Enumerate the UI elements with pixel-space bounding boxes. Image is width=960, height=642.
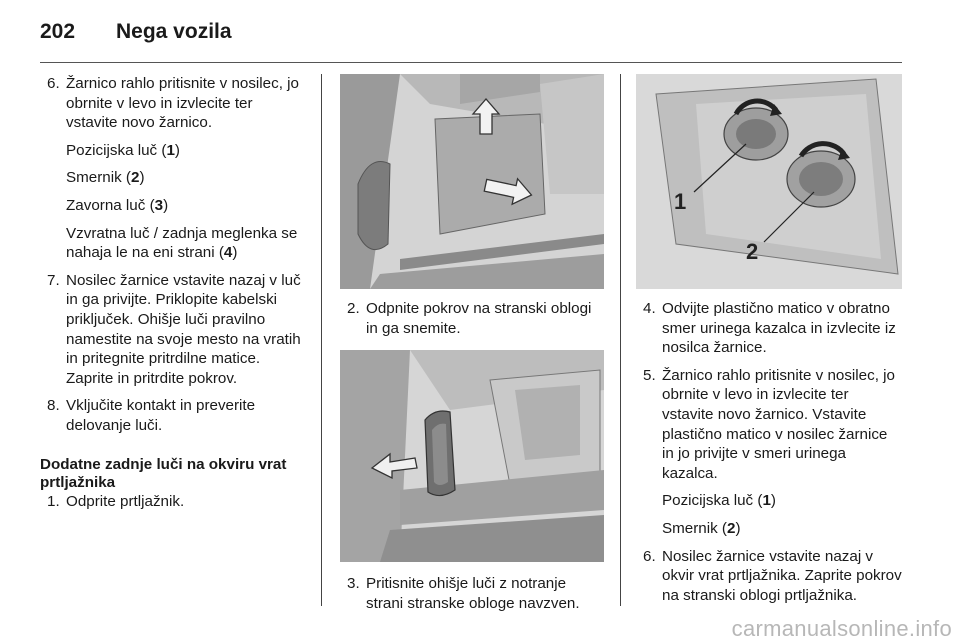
step-text: Pritisnite ohišje luči z notranje strani stranske obloge navzven. xyxy=(366,575,580,612)
step-2 xyxy=(340,299,604,338)
step-7 xyxy=(40,271,306,389)
step-number: 4. xyxy=(643,300,656,317)
step-number: 6. xyxy=(47,75,60,92)
step-number: 3. xyxy=(347,575,360,593)
bulb-position-light: Pozicijska luč (1) xyxy=(66,141,180,159)
step-text: Nosilec žarnice vstavite nazaj v okvir vrat prtljažnika. Zaprite pokrov na stranski oblogi prtljažnika. xyxy=(662,547,902,604)
column-3 xyxy=(636,74,902,605)
bulb-turn-signal: Smernik (2) xyxy=(66,169,145,187)
column-1 xyxy=(40,74,306,511)
step-text: Nosilec žarnice vstavite nazaj v luč in ga privijte. Priklopite kabelski priključek. Ohišje luči pravilno namestite na svoje mesto na vratih in pritegnite pritrdilne matice. Zaprite in pritrdite pokrov. xyxy=(66,271,301,387)
step-number: 8. xyxy=(47,397,60,415)
figure-bulb-holders xyxy=(636,74,902,289)
step-1 xyxy=(40,492,306,512)
column-divider-1 xyxy=(321,74,322,606)
step-number: 2. xyxy=(347,300,360,317)
bulb-reverse-fog: Vzvratna luč / zadnja meglenka se nahaja le na eni strani (4) xyxy=(66,224,298,262)
figure-side-trim-cover xyxy=(340,74,604,289)
step-number: 7. xyxy=(47,271,60,289)
figure-lamp-housing xyxy=(340,350,604,562)
step-8 xyxy=(40,396,306,435)
watermark-logo: carmanualsonline.info xyxy=(731,616,952,641)
page-header xyxy=(40,14,902,54)
step-number: 1. xyxy=(47,492,60,510)
bulb-position-light: Pozicijska luč (1) xyxy=(662,492,776,510)
step-text: Žarnico rahlo pritisnite v nosilec, jo obrnite v levo in izvlecite ter vstavite novo žarnico. xyxy=(66,75,299,132)
callout-1: 1 xyxy=(674,189,687,214)
step-text: Odpnite pokrov na stranski oblogi in ga snemite. xyxy=(366,300,592,337)
bulb-brake-light: Zavorna luč (3) xyxy=(66,196,169,214)
column-divider-2 xyxy=(620,74,621,606)
step-number: 5. xyxy=(643,366,656,384)
step-6 xyxy=(40,74,306,133)
step-4 xyxy=(636,299,902,358)
step-3 xyxy=(340,574,604,613)
header-divider xyxy=(40,62,902,63)
step-text: Odvijte plastično matico v obratno smer urinega kazalca in izvlecite iz nosilca žarnice. xyxy=(662,300,896,357)
callout-2: 2 xyxy=(746,239,759,264)
section-heading: Dodatne zadnje luči na okviru vrat prtljažnika xyxy=(40,455,287,491)
page-title: Nega vozila xyxy=(116,20,232,43)
step-5 xyxy=(636,366,902,484)
column-2 xyxy=(340,74,604,613)
page-number: 202 xyxy=(40,20,76,43)
step-6 xyxy=(636,547,902,606)
step-text: Vključite kontakt in preverite delovanje luči. xyxy=(66,397,256,434)
step-text: Žarnico rahlo pritisnite v nosilec, jo obrnite v levo in izvlecite ter vstavite novo žarnico. Vstavite plastično matico v nosilec žarnice in jo privijte v smeri urinega kazalca. xyxy=(662,366,895,482)
step-number: 6. xyxy=(643,547,656,565)
bulb-turn-signal: Smernik (2) xyxy=(662,519,741,537)
step-text: Odprite prtljažnik. xyxy=(66,492,185,510)
